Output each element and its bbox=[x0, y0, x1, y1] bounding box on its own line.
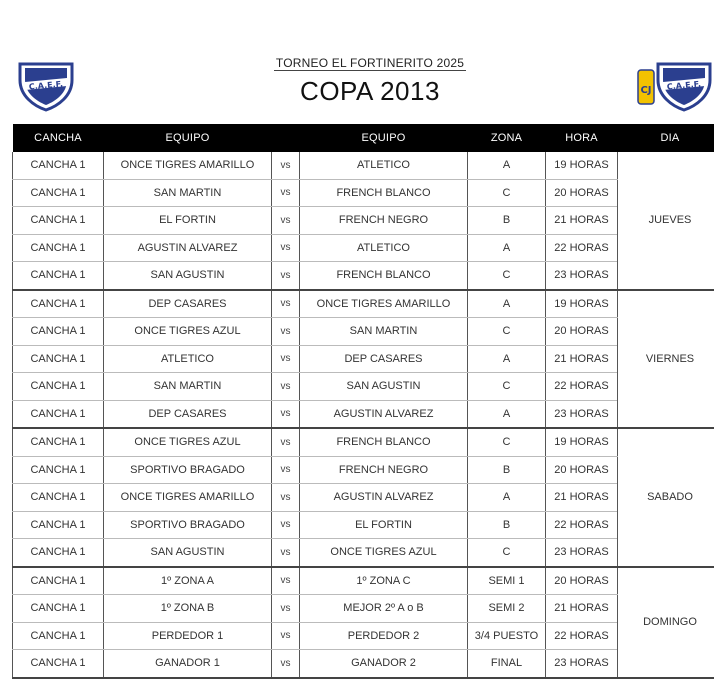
cell-cancha: CANCHA 1 bbox=[13, 650, 104, 678]
cell-hora: 22 HORAS bbox=[546, 622, 618, 650]
table-row bbox=[13, 539, 714, 567]
cell-vs: vs bbox=[272, 207, 300, 235]
cell-equipo2: 1º ZONA C bbox=[300, 567, 468, 595]
col-vs bbox=[272, 124, 300, 152]
logo-right-label: C.A.E.F. bbox=[666, 79, 702, 92]
table-row bbox=[13, 456, 714, 484]
cell-zona: SEMI 1 bbox=[468, 567, 546, 595]
cell-equipo2: ONCE TIGRES AZUL bbox=[300, 539, 468, 567]
cell-cancha: CANCHA 1 bbox=[13, 290, 104, 318]
cell-cancha: CANCHA 1 bbox=[13, 318, 104, 346]
col-equipo-2: EQUIPO bbox=[300, 124, 468, 152]
logo-left-label: C.A.E.F. bbox=[28, 79, 64, 92]
cell-equipo2: EL FORTIN bbox=[300, 511, 468, 539]
cell-equipo1: 1º ZONA A bbox=[104, 567, 272, 595]
cell-equipo2: FRENCH NEGRO bbox=[300, 207, 468, 235]
cell-equipo2: GANADOR 2 bbox=[300, 650, 468, 678]
cell-hora: 22 HORAS bbox=[546, 511, 618, 539]
table-row bbox=[13, 179, 714, 207]
cell-equipo2: ONCE TIGRES AMARILLO bbox=[300, 290, 468, 318]
cell-equipo1: ONCE TIGRES AMARILLO bbox=[104, 484, 272, 512]
cell-equipo1: EL FORTIN bbox=[104, 207, 272, 235]
cell-hora: 20 HORAS bbox=[546, 179, 618, 207]
table-row bbox=[13, 290, 714, 318]
cell-dia: VIERNES bbox=[618, 290, 714, 429]
cell-equipo2: ATLETICO bbox=[300, 152, 468, 179]
cell-cancha: CANCHA 1 bbox=[13, 567, 104, 595]
cell-hora: 23 HORAS bbox=[546, 650, 618, 678]
cell-equipo2: FRENCH BLANCO bbox=[300, 428, 468, 456]
table-row bbox=[13, 511, 714, 539]
cell-equipo1: ATLETICO bbox=[104, 345, 272, 373]
cell-vs: vs bbox=[272, 484, 300, 512]
cell-vs: vs bbox=[272, 456, 300, 484]
cell-equipo2: MEJOR 2º A o B bbox=[300, 595, 468, 623]
cell-cancha: CANCHA 1 bbox=[13, 234, 104, 262]
cell-cancha: CANCHA 1 bbox=[13, 484, 104, 512]
cell-zona: C bbox=[468, 428, 546, 456]
cell-zona: C bbox=[468, 179, 546, 207]
cell-equipo1: 1º ZONA B bbox=[104, 595, 272, 623]
cell-hora: 23 HORAS bbox=[546, 262, 618, 290]
cell-hora: 21 HORAS bbox=[546, 595, 618, 623]
table-row bbox=[13, 262, 714, 290]
cell-equipo1: PERDEDOR 1 bbox=[104, 622, 272, 650]
cell-equipo1: SAN MARTIN bbox=[104, 373, 272, 401]
cell-zona: C bbox=[468, 262, 546, 290]
table-row bbox=[13, 318, 714, 346]
cell-zona: SEMI 2 bbox=[468, 595, 546, 623]
cell-cancha: CANCHA 1 bbox=[13, 345, 104, 373]
cell-vs: vs bbox=[272, 373, 300, 401]
cell-zona: A bbox=[468, 484, 546, 512]
cell-zona: 3/4 PUESTO bbox=[468, 622, 546, 650]
cell-equipo1: DEP CASARES bbox=[104, 400, 272, 428]
cell-equipo1: DEP CASARES bbox=[104, 290, 272, 318]
cell-hora: 19 HORAS bbox=[546, 290, 618, 318]
page-title: COPA 2013 bbox=[300, 76, 440, 106]
cell-zona: FINAL bbox=[468, 650, 546, 678]
cell-zona: C bbox=[468, 373, 546, 401]
cell-hora: 21 HORAS bbox=[546, 207, 618, 235]
cell-zona: A bbox=[468, 152, 546, 179]
cell-equipo1: SAN AGUSTIN bbox=[104, 539, 272, 567]
cell-cancha: CANCHA 1 bbox=[13, 595, 104, 623]
cell-equipo1: ONCE TIGRES AMARILLO bbox=[104, 152, 272, 179]
cell-vs: vs bbox=[272, 428, 300, 456]
col-cancha: CANCHA bbox=[13, 124, 104, 152]
cell-vs: vs bbox=[272, 622, 300, 650]
cell-zona: A bbox=[468, 345, 546, 373]
cell-zona: B bbox=[468, 207, 546, 235]
cell-equipo2: SAN MARTIN bbox=[300, 318, 468, 346]
cell-equipo2: FRENCH BLANCO bbox=[300, 179, 468, 207]
cell-vs: vs bbox=[272, 345, 300, 373]
table-row bbox=[13, 650, 714, 678]
table-row bbox=[13, 484, 714, 512]
cell-cancha: CANCHA 1 bbox=[13, 511, 104, 539]
col-dia: DIA bbox=[618, 124, 714, 152]
cell-equipo1: ONCE TIGRES AZUL bbox=[104, 318, 272, 346]
cell-dia: JUEVES bbox=[618, 152, 714, 290]
cell-cancha: CANCHA 1 bbox=[13, 456, 104, 484]
cell-equipo2: ATLETICO bbox=[300, 234, 468, 262]
table-row bbox=[13, 622, 714, 650]
page-header bbox=[0, 0, 714, 122]
cell-cancha: CANCHA 1 bbox=[13, 539, 104, 567]
cell-vs: vs bbox=[272, 595, 300, 623]
cell-vs: vs bbox=[272, 318, 300, 346]
cell-hora: 22 HORAS bbox=[546, 373, 618, 401]
cell-vs: vs bbox=[272, 539, 300, 567]
cell-zona: C bbox=[468, 539, 546, 567]
cell-equipo1: SPORTIVO BRAGADO bbox=[104, 456, 272, 484]
cell-hora: 19 HORAS bbox=[546, 152, 618, 179]
cell-zona: C bbox=[468, 318, 546, 346]
cell-cancha: CANCHA 1 bbox=[13, 152, 104, 179]
col-zona: ZONA bbox=[468, 124, 546, 152]
schedule-body bbox=[13, 152, 714, 678]
cell-cancha: CANCHA 1 bbox=[13, 400, 104, 428]
cell-equipo2: PERDEDOR 2 bbox=[300, 622, 468, 650]
cell-equipo2: SAN AGUSTIN bbox=[300, 373, 468, 401]
cell-vs: vs bbox=[272, 400, 300, 428]
table-row bbox=[13, 400, 714, 428]
table-row bbox=[13, 428, 714, 456]
cell-cancha: CANCHA 1 bbox=[13, 622, 104, 650]
schedule-table-wrap bbox=[12, 124, 714, 679]
col-hora: HORA bbox=[546, 124, 618, 152]
cell-zona: B bbox=[468, 511, 546, 539]
cell-vs: vs bbox=[272, 152, 300, 179]
cell-hora: 20 HORAS bbox=[546, 318, 618, 346]
cell-equipo2: AGUSTIN ALVAREZ bbox=[300, 400, 468, 428]
cell-cancha: CANCHA 1 bbox=[13, 179, 104, 207]
table-row bbox=[13, 234, 714, 262]
cell-equipo1: AGUSTIN ALVAREZ bbox=[104, 234, 272, 262]
cell-cancha: CANCHA 1 bbox=[13, 428, 104, 456]
cell-vs: vs bbox=[272, 567, 300, 595]
cell-zona: A bbox=[468, 290, 546, 318]
cell-vs: vs bbox=[272, 650, 300, 678]
cell-hora: 20 HORAS bbox=[546, 456, 618, 484]
cell-hora: 21 HORAS bbox=[546, 484, 618, 512]
cell-hora: 20 HORAS bbox=[546, 567, 618, 595]
club-shield-logo-right bbox=[636, 60, 714, 112]
cell-zona: A bbox=[468, 234, 546, 262]
cell-hora: 23 HORAS bbox=[546, 539, 618, 567]
subtitle-text: TORNEO EL FORTINERITO 2025 bbox=[275, 56, 465, 70]
table-row bbox=[13, 207, 714, 235]
table-row bbox=[13, 373, 714, 401]
cell-hora: 23 HORAS bbox=[546, 400, 618, 428]
cell-equipo1: SAN MARTIN bbox=[104, 179, 272, 207]
cell-hora: 21 HORAS bbox=[546, 345, 618, 373]
cell-cancha: CANCHA 1 bbox=[13, 262, 104, 290]
table-row bbox=[13, 595, 714, 623]
cell-vs: vs bbox=[272, 511, 300, 539]
cell-dia: DOMINGO bbox=[618, 567, 714, 678]
col-equipo-1: EQUIPO bbox=[104, 124, 272, 152]
cell-equipo1: SPORTIVO BRAGADO bbox=[104, 511, 272, 539]
tournament-subtitle bbox=[0, 56, 714, 70]
table-row bbox=[13, 567, 714, 595]
table-row bbox=[13, 152, 714, 179]
cell-equipo2: FRENCH BLANCO bbox=[300, 262, 468, 290]
logo-right-badge: CJ bbox=[640, 85, 652, 96]
cell-dia: SABADO bbox=[618, 428, 714, 567]
cell-equipo2: FRENCH NEGRO bbox=[300, 456, 468, 484]
cell-vs: vs bbox=[272, 290, 300, 318]
cell-cancha: CANCHA 1 bbox=[13, 207, 104, 235]
table-header-row bbox=[13, 124, 714, 152]
cell-vs: vs bbox=[272, 179, 300, 207]
cell-hora: 19 HORAS bbox=[546, 428, 618, 456]
cell-equipo2: AGUSTIN ALVAREZ bbox=[300, 484, 468, 512]
cell-hora: 22 HORAS bbox=[546, 234, 618, 262]
cell-cancha: CANCHA 1 bbox=[13, 373, 104, 401]
table-row bbox=[13, 345, 714, 373]
schedule-table bbox=[12, 124, 714, 679]
cell-equipo1: GANADOR 1 bbox=[104, 650, 272, 678]
cell-equipo1: ONCE TIGRES AZUL bbox=[104, 428, 272, 456]
cell-vs: vs bbox=[272, 234, 300, 262]
cell-vs: vs bbox=[272, 262, 300, 290]
cell-equipo1: SAN AGUSTIN bbox=[104, 262, 272, 290]
cell-zona: A bbox=[468, 400, 546, 428]
cell-zona: B bbox=[468, 456, 546, 484]
cell-equipo2: DEP CASARES bbox=[300, 345, 468, 373]
